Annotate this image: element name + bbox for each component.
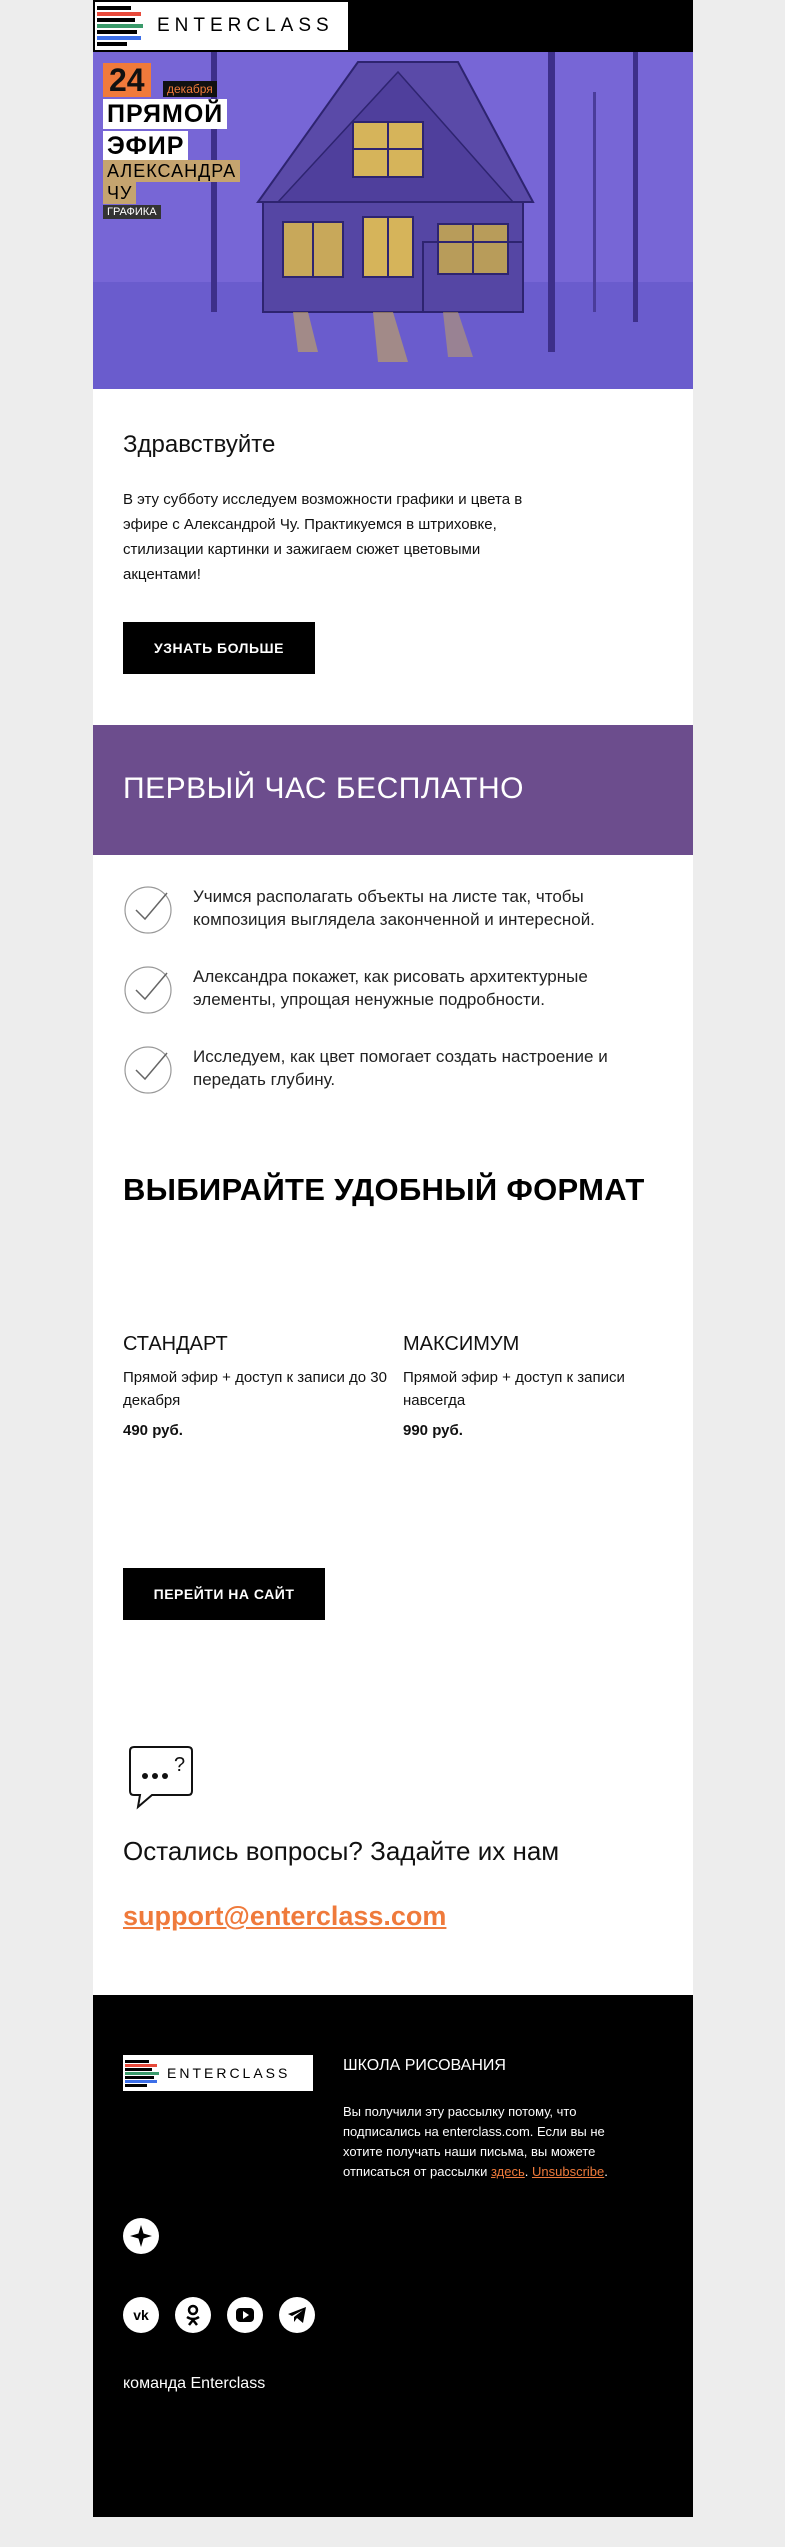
go-to-site-button[interactable]: ПЕРЕЙТИ НА САЙТ xyxy=(123,1568,325,1620)
footer-note: Вы получили эту рассылку потому, что подписались на enterclass.com. Если вы не хотите получать наши письма, вы можете отписаться от рассылки здесь. Unsubscribe. xyxy=(343,2104,608,2179)
feature-item xyxy=(123,1045,663,1105)
host-name-line2: ЧУ xyxy=(103,182,136,204)
plan-price: 990 руб. xyxy=(403,1422,463,1439)
plan-price: 490 руб. xyxy=(123,1422,183,1439)
formats-title: ВЫБИРАЙТЕ УДОБНЫЙ ФОРМАТ xyxy=(123,1172,645,1207)
feature-text: Александра покажет, как рисовать архитектурные элементы, упрощая ненужные подробности. xyxy=(193,967,588,1009)
odnoklassniki-icon[interactable] xyxy=(175,2297,211,2333)
footer-team-signature: команда Enterclass xyxy=(123,2375,266,2392)
plan-description: Прямой эфир + доступ к записи до 30 декабря xyxy=(123,1369,387,1409)
learn-more-button[interactable]: УЗНАТЬ БОЛЬШЕ xyxy=(123,622,315,674)
host-name-line1: АЛЕКСАНДРА xyxy=(103,160,240,182)
logo-stripes-icon xyxy=(97,2,147,50)
footer-school-title: ШКОЛА РИСОВАНИЯ xyxy=(343,2057,506,2074)
checkmark-circle-icon xyxy=(123,885,173,935)
header-logo[interactable] xyxy=(93,0,350,52)
header-bar xyxy=(93,0,693,52)
hero-image[interactable] xyxy=(93,52,693,389)
feature-text: Учимся располагать объекты на листе так, чтобы композиция выглядела законченной и интересной. xyxy=(193,887,595,929)
greeting-title: Здравствуйте xyxy=(123,431,276,458)
greeting-text: В эту субботу исследуем возможности графики и цвета в эфире с Александрой Чу. Практикуемся в штриховке, стилизации картинки и зажигаем сюжет цветовыми акцентами! xyxy=(123,491,523,583)
footer-logo[interactable] xyxy=(123,2055,313,2091)
unsubscribe-link[interactable]: Unsubscribe xyxy=(531,2164,605,2179)
free-hour-banner xyxy=(93,725,693,855)
plan-standard xyxy=(123,1333,388,1439)
plan-maximum xyxy=(403,1333,668,1439)
checkmark-circle-icon xyxy=(123,965,173,1015)
checkmark-circle-icon xyxy=(123,1045,173,1095)
greeting-section xyxy=(93,389,693,725)
footer-note-text: Вы получили эту рассылку потому, что подписались на enterclass.com. Если вы не хотите получать наши письма, вы можете отписаться от рассылки xyxy=(343,2104,605,2179)
svg-text:?: ? xyxy=(174,1754,186,1776)
telegram-icon[interactable] xyxy=(279,2297,315,2333)
svg-text:vk: vk xyxy=(133,2307,149,2323)
plan-name: СТАНДАРТ xyxy=(123,1333,228,1355)
event-date-month: декабря xyxy=(163,81,217,97)
footer-logo-text: ENTERCLASS xyxy=(167,2065,291,2081)
unsubscribe-here-link[interactable]: здесь xyxy=(490,2164,525,2179)
email-container xyxy=(93,0,693,2517)
plan-name: МАКСИМУМ xyxy=(403,1333,520,1355)
live-label-line1: ПРЯМОЙ xyxy=(103,99,227,129)
youtube-icon[interactable] xyxy=(227,2297,263,2333)
support-email-link[interactable]: support@enterclass.com xyxy=(123,1901,447,1931)
topic-tag: ГРАФИКА xyxy=(103,205,161,219)
event-date-number: 24 xyxy=(103,63,151,97)
feature-item xyxy=(123,885,663,945)
feature-item xyxy=(123,965,663,1025)
live-label-line2: ЭФИР xyxy=(103,131,188,161)
feature-text: Исследуем, как цвет помогает создать настроение и передать глубину. xyxy=(193,1047,608,1089)
banner-title: ПЕРВЫЙ ЧАС БЕСПЛАТНО xyxy=(123,772,524,805)
logo-stripes-icon xyxy=(125,2057,161,2089)
plan-description: Прямой эфир + доступ к записи навсегда xyxy=(403,1369,625,1409)
sparkle-icon[interactable] xyxy=(123,2218,159,2254)
footer xyxy=(93,1995,693,2517)
logo-text: ENTERCLASS xyxy=(157,15,334,36)
chat-question-icon xyxy=(126,1745,196,1811)
questions-title: Остались вопросы? Задайте их нам xyxy=(123,1836,560,1866)
vk-icon[interactable] xyxy=(123,2297,159,2333)
